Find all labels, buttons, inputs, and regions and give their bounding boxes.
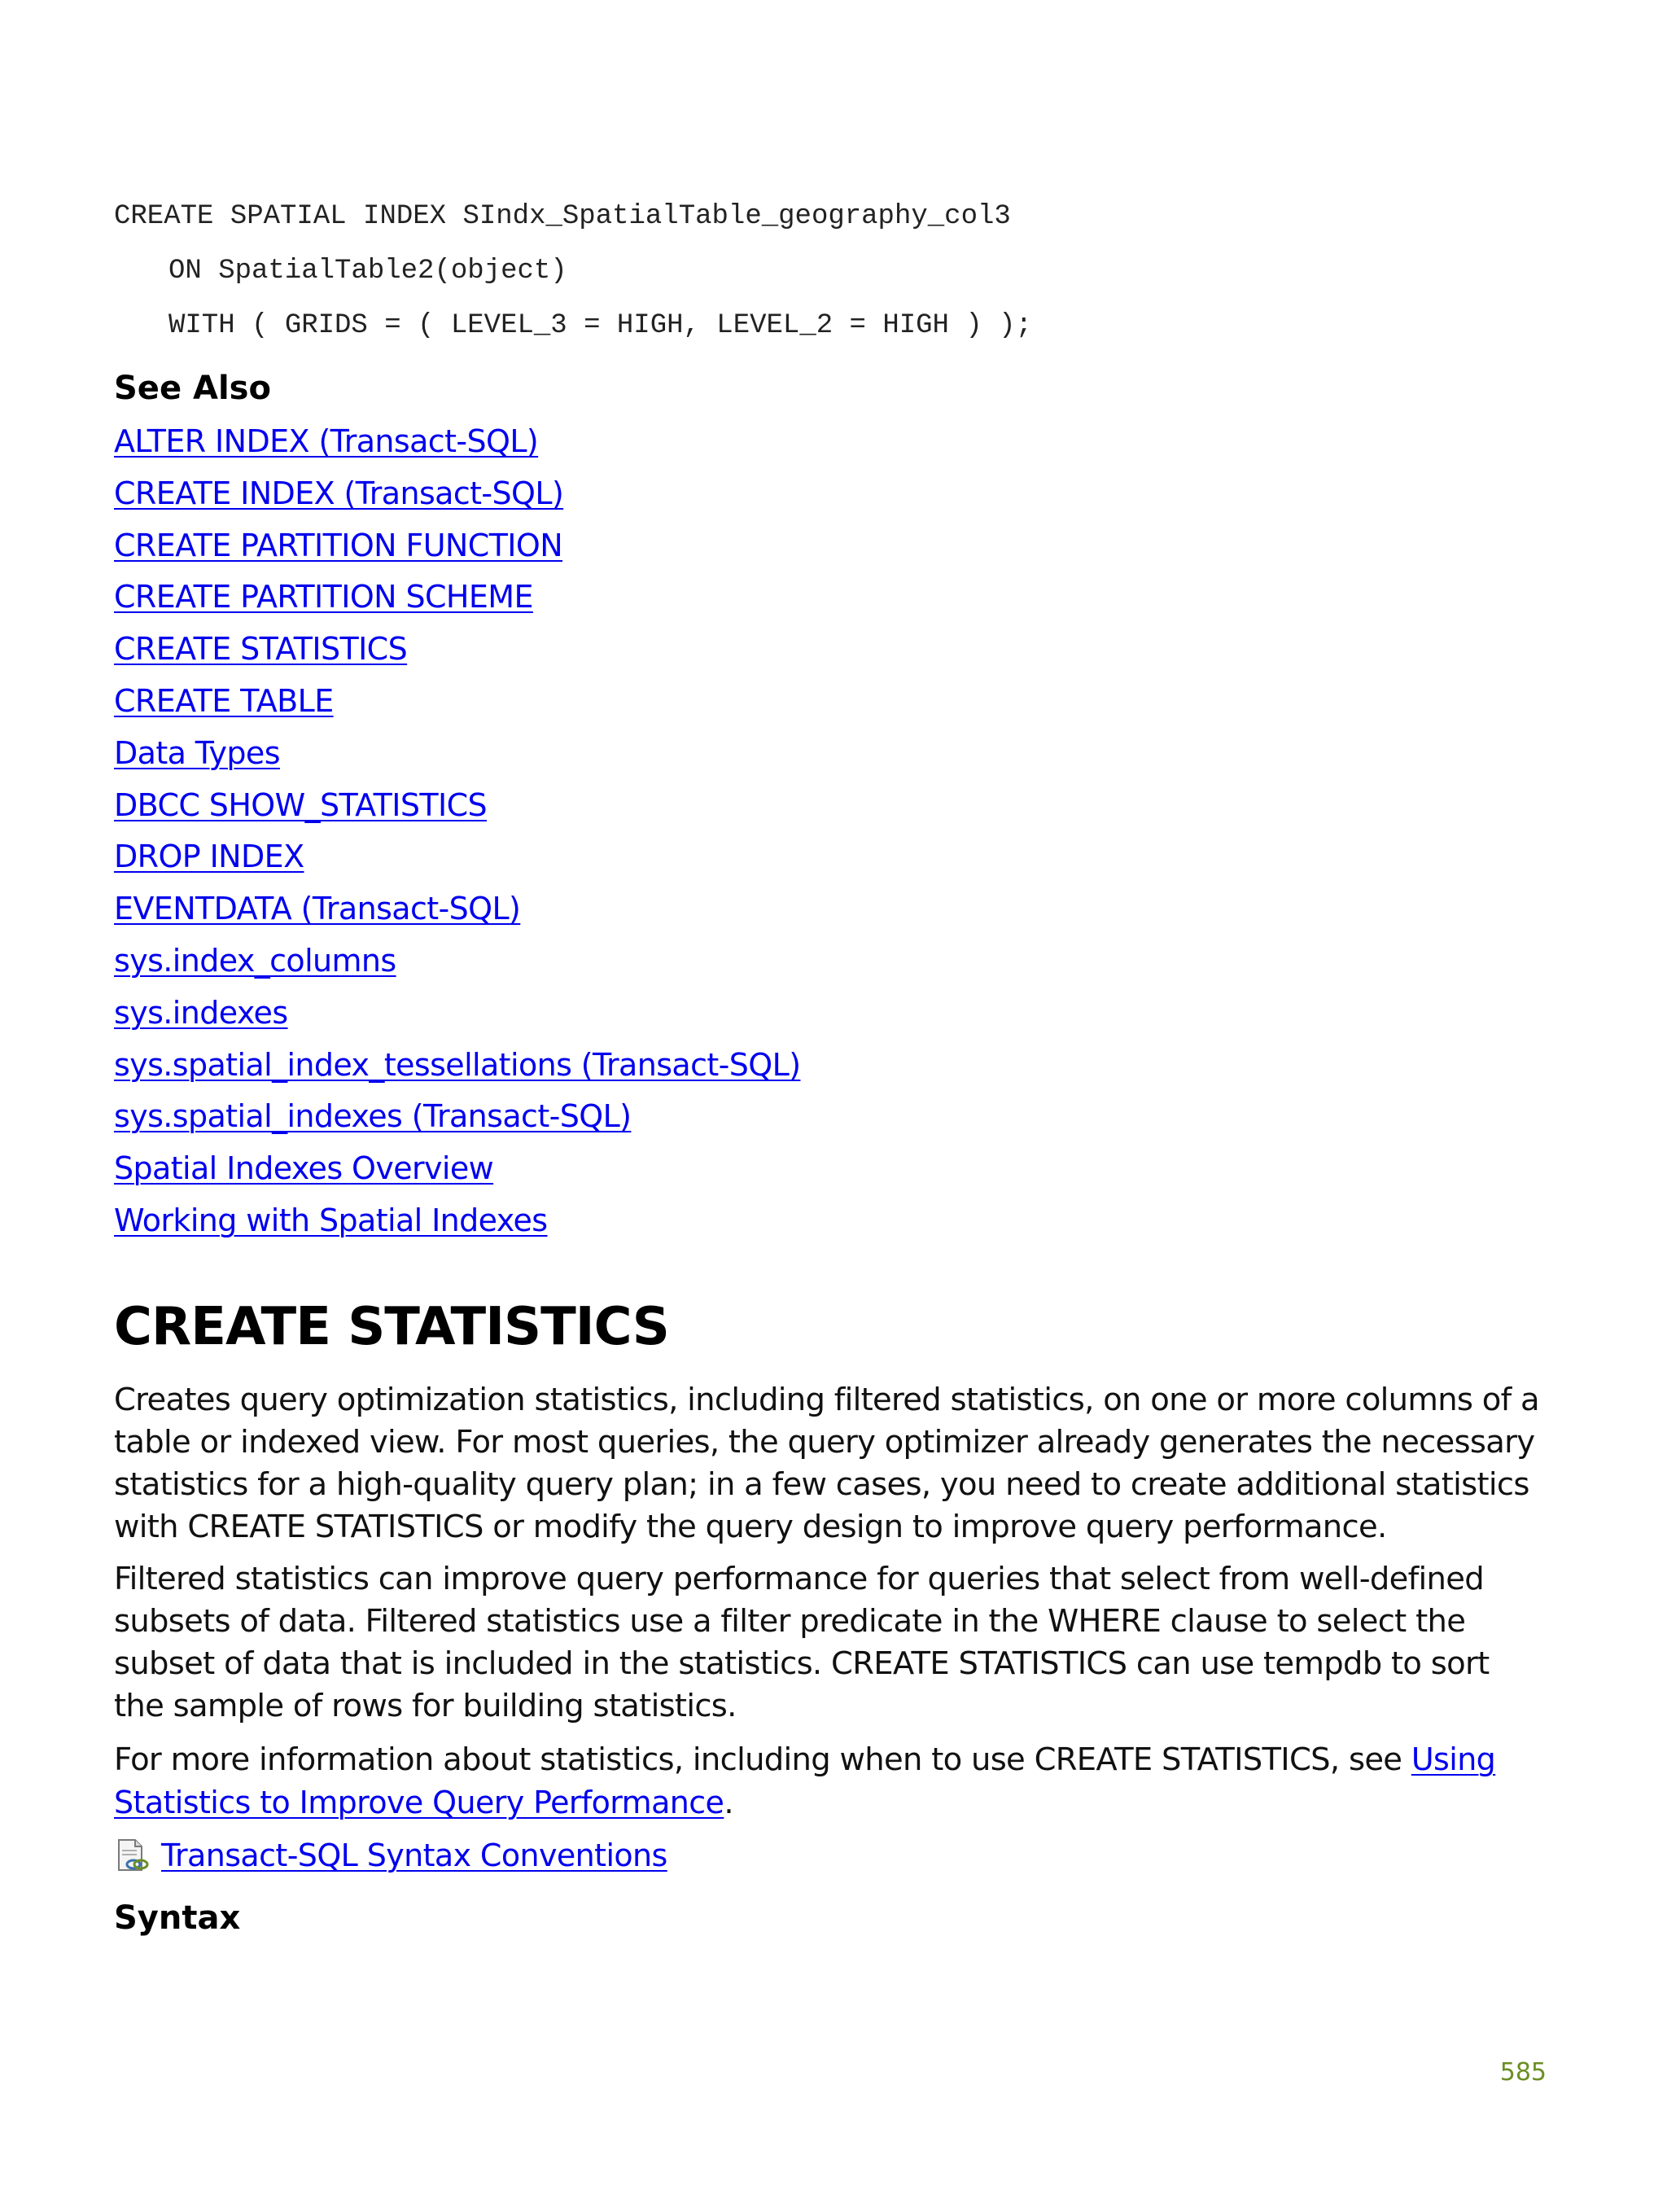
link-create-statistics[interactable]: CREATE STATISTICS	[114, 631, 408, 668]
list-item	[114, 834, 800, 886]
list-item	[114, 1093, 800, 1145]
link-alter-index[interactable]: ALTER INDEX (Transact-SQL)	[114, 423, 539, 459]
see-also-heading: See Also	[114, 370, 271, 407]
paragraph-3	[114, 1738, 1547, 1824]
list-item	[114, 1145, 800, 1198]
link-sys-spatial-index-tessellations[interactable]: sys.spatial_index_tessellations (Transact-SQL)	[114, 1046, 801, 1083]
paragraph-2: Filtered statistics can improve query performance for queries that select from well-defined subsets of data. Filtered statistics use a filter predicate in the WHERE clause to select the subset of data that is included in the statistics. CREATE STATISTICS can use tempdb to sort the sample of rows for building statistics.	[114, 1561, 1490, 1724]
list-item	[114, 1042, 800, 1094]
link-transact-sql-syntax-conventions[interactable]: Transact-SQL Syntax Conventions	[161, 1837, 667, 1873]
code-line-3: WITH ( GRIDS = ( LEVEL_3 = HIGH, LEVEL_2 = HIGH ) );	[168, 310, 1032, 341]
link-sys-spatial-indexes[interactable]: sys.spatial_indexes (Transact-SQL)	[114, 1098, 632, 1135]
document-link-icon	[114, 1837, 150, 1873]
link-create-table[interactable]: CREATE TABLE	[114, 682, 334, 719]
link-eventdata[interactable]: EVENTDATA (Transact-SQL)	[114, 891, 521, 927]
list-item	[114, 990, 800, 1042]
document-page	[114, 0, 1547, 2212]
page-number: 585	[1499, 2058, 1547, 2087]
link-create-index[interactable]: CREATE INDEX (Transact-SQL)	[114, 475, 564, 511]
list-item	[114, 938, 800, 990]
list-item	[114, 730, 800, 782]
list-item	[114, 471, 800, 523]
link-sys-indexes[interactable]: sys.indexes	[114, 994, 288, 1031]
list-item	[114, 886, 800, 938]
link-drop-index[interactable]: DROP INDEX	[114, 839, 304, 875]
link-using-statistics[interactable]: Using Statistics to Improve Query Performance	[114, 1741, 1496, 1820]
link-working-with-spatial-indexes[interactable]: Working with Spatial Indexes	[114, 1202, 548, 1238]
list-item	[114, 523, 800, 575]
paragraph-3-suffix: .	[724, 1785, 733, 1821]
list-item	[114, 678, 800, 730]
link-dbcc-show-statistics[interactable]: DBCC SHOW_STATISTICS	[114, 786, 488, 823]
list-item	[114, 626, 800, 678]
section-title: CREATE STATISTICS	[114, 1297, 669, 1357]
link-spatial-indexes-overview[interactable]: Spatial Indexes Overview	[114, 1150, 494, 1187]
syntax-conventions-row	[114, 1833, 667, 1878]
code-line-1: CREATE SPATIAL INDEX SIndx_SpatialTable_geography_col3	[114, 201, 1011, 232]
link-data-types[interactable]: Data Types	[114, 734, 280, 771]
paragraph-3-text: For more information about statistics, including when to use CREATE STATISTICS, see	[114, 1741, 1411, 1778]
link-create-partition-scheme[interactable]: CREATE PARTITION SCHEME	[114, 579, 533, 615]
list-item	[114, 574, 800, 626]
list-item	[114, 782, 800, 834]
syntax-heading: Syntax	[114, 1899, 241, 1937]
link-sys-index-columns[interactable]: sys.index_columns	[114, 942, 396, 979]
list-item	[114, 418, 800, 471]
paragraph-1: Creates query optimization statistics, including filtered statistics, on one or more columns of a table or indexed view. For most queries, the query optimizer already generates the necessary statistics for a high-quality query plan; in a few cases, you need to create additional statistics with CREATE STATISTICS or modify the query design to improve query performance.	[114, 1382, 1539, 1545]
see-also-list	[114, 418, 800, 1250]
list-item	[114, 1198, 800, 1250]
code-line-2: ON SpatialTable2(object)	[168, 256, 567, 287]
link-create-partition-function[interactable]: CREATE PARTITION FUNCTION	[114, 527, 563, 563]
